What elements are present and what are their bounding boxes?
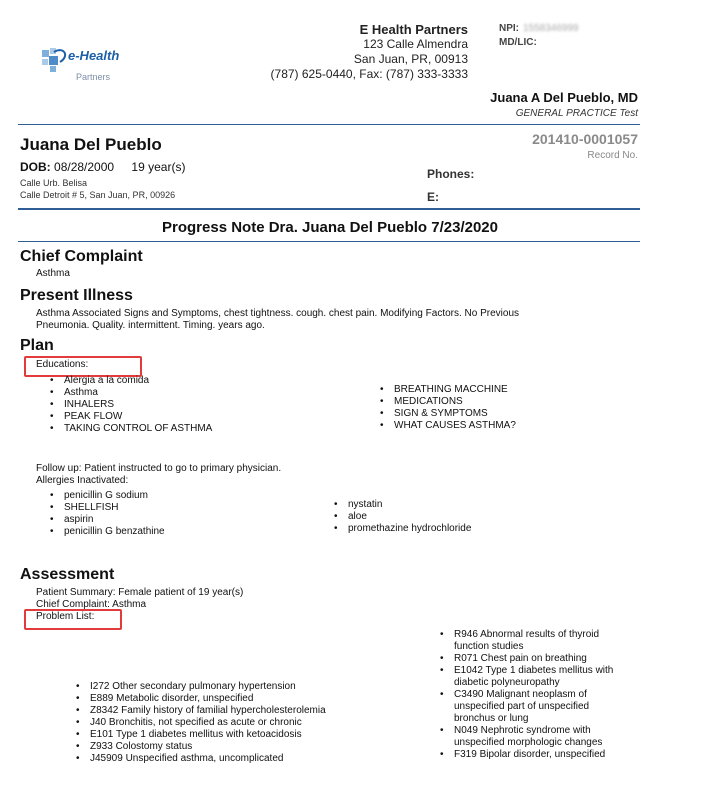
patient-age: 19 year(s) [131, 160, 186, 174]
educations-list-right [372, 384, 632, 432]
follow-up-text: Follow up: Patient instructed to go to primary physician. [36, 463, 282, 474]
organization-block [271, 22, 468, 82]
npi-label: NPI: [499, 23, 519, 34]
list-item: • penicillin G benzathine [42, 526, 322, 538]
list-item: • aloe [326, 511, 606, 523]
allergies-list-right [326, 499, 606, 535]
list-item: • I272 Other secondary pulmonary hypertension [68, 681, 368, 693]
list-item: • MEDICATIONS [372, 396, 632, 408]
list-item: • F319 Bipolar disorder, unspecified [432, 749, 632, 761]
list-item: • E101 Type 1 diabetes mellitus with ketoacidosis [68, 729, 368, 741]
list-item: • Alergia a la comida [42, 375, 342, 387]
dob-label: DOB: [20, 160, 51, 174]
chief-complaint-text: Asthma [36, 268, 70, 279]
progress-note-title: Progress Note Dra. Juana Del Pueblo 7/23/2020 [162, 219, 498, 236]
patient-address-line2: Calle Detroit # 5, San Juan, PR, 00926 [20, 190, 176, 200]
list-item: • promethazine hydrochloride [326, 523, 606, 535]
logo-text: e-Health [68, 48, 120, 63]
list-item: • Z933 Colostomy status [68, 741, 368, 753]
problem-list-label: Problem List: [36, 611, 95, 622]
plan-heading: Plan [20, 337, 54, 354]
email-label: E: [427, 190, 439, 204]
dob-line [20, 160, 185, 174]
practice-name: GENERAL PRACTICE Test [515, 108, 638, 119]
logo-subtext: Partners [76, 72, 111, 82]
title-divider [18, 241, 640, 242]
list-item: • PEAK FLOW [42, 411, 342, 423]
present-illness-line1: Asthma Associated Signs and Symptoms, chest tightness. cough. chest pain. Modifying Factors. No Previous [36, 308, 520, 319]
educations-list-left [42, 375, 342, 435]
list-item: • Asthma [42, 387, 342, 399]
org-address-line1: 123 Calle Almendra [363, 37, 468, 51]
list-item: • J40 Bronchitis, not specified as acute or chronic [68, 717, 368, 729]
patient-name: Juana Del Pueblo [20, 135, 162, 154]
npi-value: 1558346999 [523, 23, 579, 34]
present-illness-heading: Present Illness [20, 287, 133, 304]
list-item: • TAKING CONTROL OF ASTHMA [42, 423, 342, 435]
org-phone-fax: (787) 625-0440, Fax: (787) 333-3333 [270, 67, 468, 81]
allergies-label: Allergies Inactivated: [36, 475, 129, 486]
list-item: • R946 Abnormal results of thyroid function studies [432, 629, 632, 653]
allergies-list-left [42, 490, 322, 538]
list-item: • R071 Chest pain on breathing [432, 653, 632, 665]
list-item: • aspirin [42, 514, 322, 526]
list-item: • nystatin [326, 499, 606, 511]
list-item: • Z8342 Family history of familial hypercholesterolemia [68, 705, 368, 717]
patient-divider [18, 208, 640, 210]
record-label: Record No. [587, 150, 638, 161]
list-item: • INHALERS [42, 399, 342, 411]
assessment-heading: Assessment [20, 566, 115, 583]
doctor-name: Juana A Del Pueblo, MD [490, 90, 638, 105]
record-number: 201410-0001057 [532, 131, 638, 147]
list-item: • E889 Metabolic disorder, unspecified [68, 693, 368, 705]
chief-complaint-heading: Chief Complaint [20, 248, 143, 265]
list-item: • E1042 Type 1 diabetes mellitus with diabetic polyneuropathy [432, 665, 632, 689]
org-address-line2: San Juan, PR, 00913 [353, 52, 468, 66]
ehealth-logo [38, 40, 128, 84]
problem-list-left [68, 681, 368, 765]
dob-value: 08/28/2000 [54, 160, 115, 174]
patient-summary: Patient Summary: Female patient of 19 year(s) [36, 587, 244, 598]
phones-label: Phones: [427, 167, 475, 181]
npi-block [499, 22, 579, 50]
mdlic-label: MD/LIC: [499, 37, 537, 48]
educations-label: Educations: [36, 359, 89, 370]
list-item: • SHELLFISH [42, 502, 322, 514]
problem-list-right [432, 629, 632, 761]
list-item: • WHAT CAUSES ASTHMA? [372, 420, 632, 432]
org-name: E Health Partners [359, 22, 468, 37]
list-item: • SIGN & SYMPTOMS [372, 408, 632, 420]
list-item: • J45909 Unspecified asthma, uncomplicated [68, 753, 368, 765]
header-divider [18, 124, 640, 125]
list-item: • N049 Nephrotic syndrome with unspecified morphologic changes [432, 725, 632, 749]
present-illness-line2: Pneumonia. Quality. intermittent. Timing. years ago. [36, 320, 265, 331]
list-item: • BREATHING MACCHINE [372, 384, 632, 396]
logo-mark-icon [40, 46, 70, 74]
list-item: • C3490 Malignant neoplasm of unspecified part of unspecified bronchus or lung [432, 689, 632, 725]
assessment-chief-complaint: Chief Complaint: Asthma [36, 599, 147, 610]
patient-address-line1: Calle Urb. Belisa [20, 178, 88, 188]
list-item: • penicillin G sodium [42, 490, 322, 502]
